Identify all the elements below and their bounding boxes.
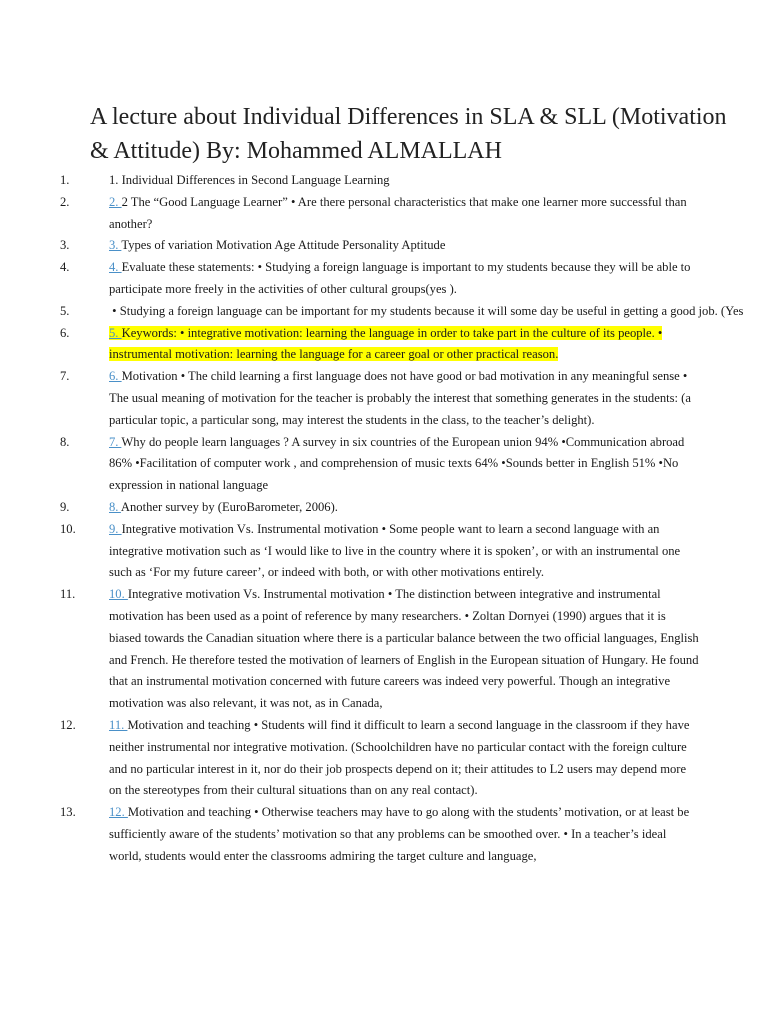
slide-link-8[interactable]: 8. [109,499,121,514]
item-number: 1. [60,173,70,187]
list-item [60,235,700,257]
item-text: Motivation and teaching • Otherwise teachers may have to go along with the students’ motivation, or at least be sufficiently aware of the students’ motivation so that any problems can be smoothed over. • In a teacher’s ideal world, students would enter the classrooms admiring the target culture and language, [109,805,690,863]
item-text: Types of variation Motivation Age Attitude Personality Aptitude [121,238,446,253]
item-text: Motivation and teaching • Students will find it difficult to learn a second language in the classroom if they have neither instrumental nor integrative motivation. (Schoolchildren have no particular contact with the foreign culture and no particular interest in it, nor do their job prospects depend on it; their attitudes to L2 users may depend more on the stereotypes from their cultural situations than on any real contact). [109,717,690,798]
item-number: 3. [60,238,70,253]
slide-link-6[interactable]: 6. [109,369,122,384]
list-item [60,715,700,802]
item-text: Why do people learn languages ? A survey in six countries of the European union 94% •Communication abroad 86% •Facilitation of computer work , and comprehension of music texts 64% •Sounds better in English 51% •No expression in national language [109,434,685,493]
list-item-highlighted [60,323,700,367]
slide-link-3[interactable]: 3. [109,238,122,253]
item-number: 5. [60,303,70,318]
slide-link-4[interactable]: 4. [109,260,122,275]
slide-link-12[interactable]: 12. [109,805,128,820]
item-text: Motivation • The child learning a first language does not have good or bad motivation in any meaningful sense • The usual meaning of motivation for the teacher is probably the interest that something generates in the students: (a particular topic, a particular song, may interest the students in the class, to the teacher’s delight). [109,369,691,427]
slide-link-7[interactable]: 7. [109,434,122,449]
list-item [60,170,700,192]
item-number: 11. [60,587,76,602]
item-number: 12. [60,717,76,732]
item-number: 7. [60,369,70,384]
slide-link-5[interactable]: 5. [109,325,122,340]
item-number: 6. [60,325,70,340]
highlighted-text: Keywords: • integrative motivation: learning the language in order to take part in the culture of its people. • instrumental motivation: learning the language for a career goal or other practical reason. [109,325,663,362]
list-item [60,257,700,301]
list-item [60,584,700,715]
item-text: 2 The “Good Language Learner” • Are there personal characteristics that make one learner more successful than another? [109,194,687,231]
item-number: 9. [60,499,70,514]
item-text: • Studying a foreign language can be important for my students because it will some day be useful in getting a good job. (Yes [109,303,744,318]
list-item [60,192,700,236]
slide-link-11[interactable]: 11. [109,717,128,732]
item-text: 1. Individual Differences in Second Language Learning [109,173,390,187]
item-number: 10. [60,521,76,536]
list-item [60,432,700,497]
slide-list [60,170,744,868]
list-item [60,802,700,867]
list-item [60,497,700,519]
item-text: Another survey by (EuroBarometer, 2006). [120,499,338,514]
list-item [60,366,700,431]
item-number: 2. [60,194,70,209]
document-title: A lecture about Individual Differences in SLA & SLL (Motivation & Attitude) By: Mohammed ALMALLAH [90,104,727,164]
item-number: 13. [60,805,76,820]
slide-link-10[interactable]: 10. [109,587,128,602]
item-text: Evaluate these statements: • Studying a foreign language is important to my students because they will be able to participate more freely in the activities of other cultural groups(yes ). [109,260,691,296]
item-number: 8. [60,434,70,449]
item-text: Integrative motivation Vs. Instrumental motivation • Some people want to learn a second language with an integrative motivation such as ‘I would like to live in the country where it is spoken’, or with an instrumental one such as ‘For my future career’, or indeed with both, or with other motivations entirely. [109,521,681,580]
slide-link-2[interactable]: 2. [109,194,122,209]
item-text: Integrative motivation Vs. Instrumental motivation • The distinction between integrative and instrumental motivation has been used as a point of reference by many researchers. • Zoltan Dornyei (1990) argues that it is biased towards the Canadian situation where there is a particular balance between the two official languages, English and French. He therefore tested the motivation of learners of English in the European situation of Hungary. He found that an instrumental motivation concerned with future careers was indeed very powerful. Though an integrative motivation was also relevant, it was not, as in Canada, [109,587,699,711]
item-number: 4. [60,260,70,275]
list-item [60,519,700,584]
list-item [60,301,744,323]
slide-link-9[interactable]: 9. [109,521,122,536]
